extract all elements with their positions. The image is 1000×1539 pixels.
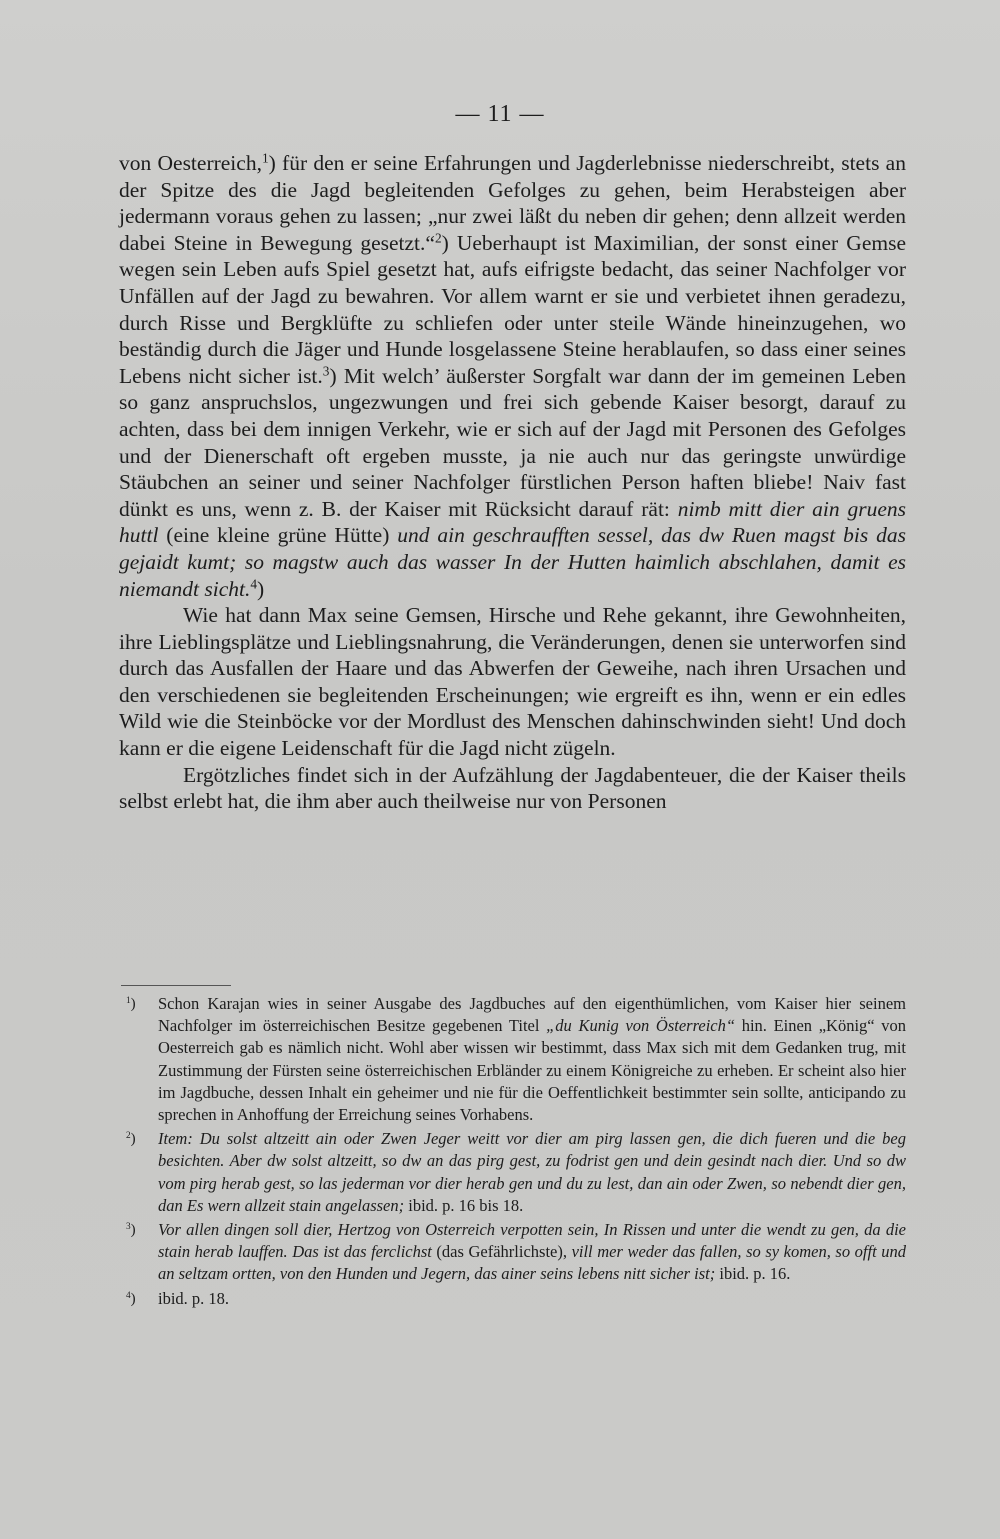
main-text xyxy=(119,150,906,815)
text-run: ) für den er seine Erfahrungen und Jagderlebnisse niederschreibt, stets an der Spitze des die Jagd begleitenden Gefolges zu gehen, beim Herabsteigen aber jedermann voraus gehen zu lassen; „nur zwei läßt du neben dir gehen; denn allzeit werden dabei Steine in Bewegung gesetzt.“ xyxy=(119,151,906,255)
footnote-3 xyxy=(126,1219,906,1286)
page-number: — 11 — xyxy=(455,101,545,127)
text-run: hin. Einen „König“ von Oesterreich gab es nämlich nicht. Wohl aber wissen wir bestimmt, dass Max sich mit dem Gedanken trug, mit Zustimmung der Fürsten seine österreichischen Erbländer zu einem Königreiche zu erheben. Er scheint also hier im Jagdbuche, dessen Inhalt ein geheimer und nie für die Oeffentlichkeit bestimmter sein sollte, anticipando zu sprechen in Anhoffung der Erreichung seines Vorhabens. xyxy=(158,1016,907,1125)
text-run: ) Mit welch’ äußerster Sorgfalt war dann der im gemeinen Leben so ganz anspruchslos, ungezwungen und frei sich gebende Kaiser besorgt, darauf zu achten, dass bei dem innigen Verkehr, wie er sich auf der Jagd mit Personen des Gefolges und der Dienerschaft oft ergeben musste, ja nie auch nur das geringste unwürdige Stäubchen an seiner und seiner Nachfolger fürstlichen Person haften bliebe! Naiv fast dünkt es uns, wenn z. B. der Kaiser mit Rücksicht darauf rät: xyxy=(119,363,906,521)
footnote-ref-3: 3 xyxy=(322,363,330,379)
footnote-number: 2 xyxy=(126,1131,131,1142)
footnote-ref-4: 4 xyxy=(250,576,258,592)
footnote-1 xyxy=(126,993,907,1126)
text-run: Schon Karajan wies in seiner Ausgabe des Jagdbuches auf den eigenthümlichen, vom Kaiser hier seinem Nachfolger im österreichischen Besitze gegebenen Titel xyxy=(158,994,906,1036)
quoted-old-german: nimb mitt dier ain gruens huttl xyxy=(119,496,906,548)
footnote-marker: $^1$) xyxy=(126,995,136,1012)
quoted-old-german: Item: Du solst altzeitt ain oder Zwen Jeger weitt vor dier am pirg lassen gen, die dich fueren und die beg besichten. Aber dw solst altzeitt, so dw an das pirg gest, zu fodrist gen und dein gesindt nach dier. Und so dw vom pirg herab gest, so las jederman vor dier herab gen und du zu lest, dan ain oder Zwen, so nebendt dier gen, dan Es wern allzeit stain angelassen; xyxy=(158,1129,906,1215)
text-run: (das Gefährlichste), xyxy=(431,1242,572,1262)
footnote-ref-2: 2 xyxy=(434,230,442,246)
quoted-old-german: Vor allen dingen soll dier, Hertzog von Osterreich verpotten sein, In Rissen und unter die wendt zu gen, da die stain herab lauffen. Das ist das ferclichst xyxy=(158,1220,906,1262)
quoted-old-german: vill mer weder das fallen, so sy komen, so offt und an seltzam ortten, von den Hunden und Jegern, das ainer seins lebens nitt sicher ist; xyxy=(158,1242,906,1284)
text-run: ) xyxy=(257,576,265,601)
footnote-number: 1 xyxy=(126,995,131,1006)
text-run: ibid. p. 16. xyxy=(715,1264,791,1284)
paragraph-1 xyxy=(119,150,906,602)
footnote-marker: $^3$) xyxy=(126,1221,136,1239)
footnote-marker: $^2$) xyxy=(126,1131,136,1148)
footnote-divider xyxy=(121,985,231,986)
text-run: von Oesterreich, xyxy=(119,151,262,175)
footnote-2 xyxy=(126,1128,906,1217)
quoted-old-german: und ain geschraufften sessel, das dw Ruen magst bis das gejaidt kumt; so magstw auch das wasser In der Hutten haimlich abschlahen, damit es niemandt sicht. xyxy=(119,523,906,601)
text-run: (eine kleine grüne Hütte) xyxy=(158,523,398,548)
text-run: ibid. p. 16 bis 18. xyxy=(404,1195,524,1215)
footnote-marker: $^4$) xyxy=(126,1290,136,1307)
paragraph-2: Wie hat dann Max seine Gemsen, Hirsche und Rehe gekannt, ihre Gewohnheiten, ihre Lieblingsplätze und Lieblingsnahrung, die Veränderungen, denen sie unterworfen sind durch das Ausfallen der Haare und das Abwerfen der Geweihe, nach ihren Ursachen und den verschiedenen sie begleitenden Erscheinungen; wie ergreift es ihn, wenn er ein edles Wild wie die Steinböcke vor der Mordlust des Menschen dahinschwinden sieht! Und doch kann er die eigene Leidenschaft für die Jagd nicht zügeln. xyxy=(119,603,906,761)
quoted-title: „du Kunig von Österreich“ xyxy=(546,1016,736,1036)
footnote-number: 3 xyxy=(126,1221,131,1232)
footnote-number: 4 xyxy=(126,1290,131,1301)
footnote-ref-1: 1 xyxy=(261,150,269,166)
footnotes xyxy=(126,993,907,1312)
text-run: ) Ueberhaupt ist Maximilian, der sonst einer Gemse wegen sein Leben aufs Spiel gesetzt hat, aufs eifrigste bedacht, das seiner Nachfolger vor Unfällen auf der Jagd zu bewahren. Vor allem warnt er sie und verbietet ihnen geradezu, durch Risse und Bergklüfte zu schliefen oder unter steile Wände hineinzugehen, wo beständig durch die Jäger und Hunde losgelassene Steine herablaufen, so dass einer seines Lebens nicht sicher ist. xyxy=(119,230,906,388)
footnote-4 xyxy=(126,1288,906,1310)
paragraph-3: Ergötzliches findet sich in der Aufzählung der Jagdabenteuer, die der Kaiser theils selbst erlebt hat, die ihm aber auch theilweise nur von Personen xyxy=(119,762,906,814)
text-run: ibid. p. 18. xyxy=(158,1288,230,1308)
